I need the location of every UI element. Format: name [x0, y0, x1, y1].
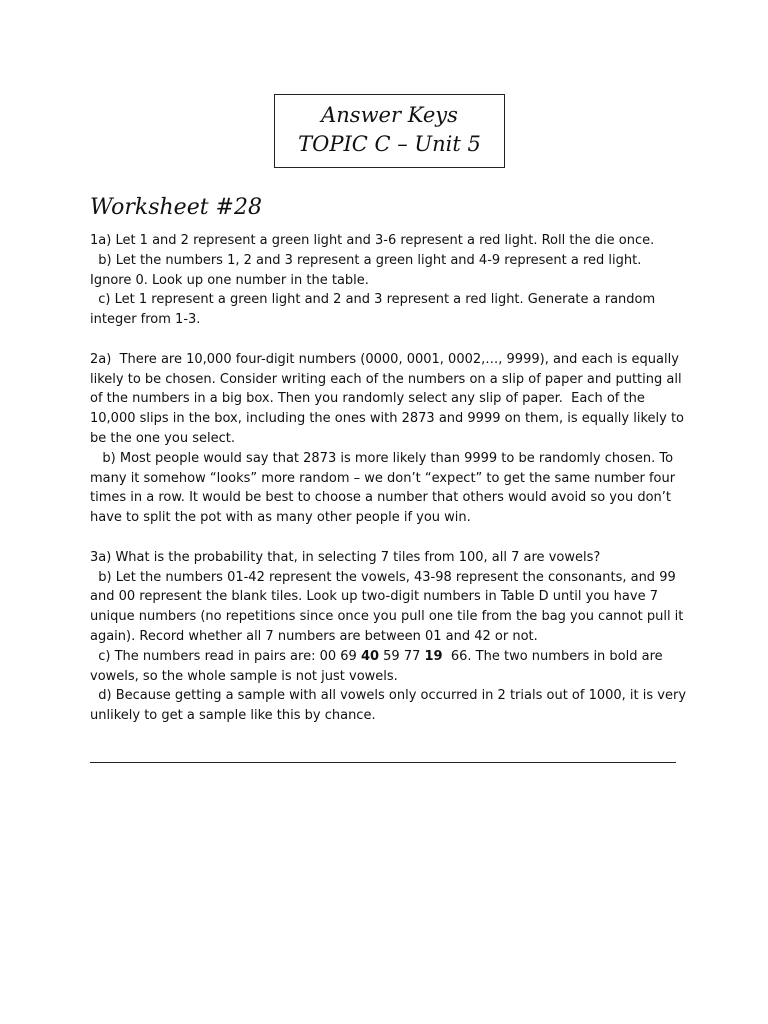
q1-line: 1a) Let 1 and 2 represent a green light and 3-6 represent a red light. Roll the die once.: [90, 233, 655, 248]
question-2: [90, 350, 686, 528]
q1-line: Ignore 0. Look up one number in the table.: [90, 272, 369, 288]
q3-line: again). Record whether all 7 numbers are between 01 and 42 or not.: [90, 628, 538, 644]
question-1: [90, 231, 686, 330]
q3-line-numbers: [90, 647, 686, 667]
q1-line: b) Let the numbers 1, 2 and 3 represent a green light and 4-9 represent a red light.: [90, 252, 642, 268]
q1-line: integer from 1-3.: [90, 312, 201, 328]
worksheet-heading: Worksheet #28: [90, 195, 262, 220]
q2-line: be the one you select.: [90, 430, 235, 446]
answer-body: [90, 231, 686, 726]
q3-line: vowels, so the whole sample is not just vowels.: [90, 668, 398, 684]
q3-line: 3a) What is the probability that, in selecting 7 tiles from 100, all 7 are vowels?: [90, 549, 601, 565]
q3-c-text-end: 66. The two numbers in bold are: [442, 648, 663, 664]
bold-number-19: 19: [424, 648, 443, 664]
q2-line: likely to be chosen. Consider writing each of the numbers on a slip of paper and putting all: [90, 371, 682, 387]
q2-line: of the numbers in a big box. Then you randomly select any slip of paper. Each of the: [90, 391, 645, 407]
q1-line: c) Let 1 represent a green light and 2 and 3 represent a red light. Generate a random: [90, 292, 656, 308]
title-box: [274, 94, 505, 168]
q3-c-text-start: c) The numbers read in pairs are: 00 69: [90, 648, 361, 664]
q3-line: d) Because getting a sample with all vowels only occurred in 2 trials out of 1000, it is very: [90, 688, 687, 704]
q2-line: times in a row. It would be best to choose a number that others would avoid so you don’t: [90, 490, 671, 506]
q3-line: unique numbers (no repetitions since once you pull one tile from the bag you cannot pull it: [90, 609, 684, 625]
q2-line: 2a) There are 10,000 four-digit numbers (0000, 0001, 0002,…, 9999), and each is equally: [90, 351, 679, 367]
title-topic-unit: TOPIC C – Unit 5: [298, 132, 481, 156]
title-answer-keys: Answer Keys: [321, 103, 458, 127]
q2-line: many it somehow “looks” more random – we don’t “expect” to get the same number four: [90, 470, 676, 486]
q3-line: b) Let the numbers 01-42 represent the vowels, 43-98 represent the consonants, and 99: [90, 569, 676, 585]
horizontal-rule: [90, 762, 676, 763]
q3-line: unlikely to get a sample like this by chance.: [90, 708, 376, 724]
bold-number-40: 40: [360, 648, 380, 664]
q3-line: and 00 represent the blank tiles. Look up two-digit numbers in Table D until you have 7: [90, 589, 658, 605]
q2-line: b) Most people would say that 2873 is more likely than 9999 to be randomly chosen. To: [90, 450, 674, 466]
question-3: [90, 548, 686, 726]
q2-line: 10,000 slips in the box, including the ones with 2873 and 9999 on them, is equally likely to: [90, 411, 685, 427]
q2-line: have to split the pot with as many other people if you win.: [90, 510, 471, 526]
spacer: [90, 528, 686, 548]
q3-c-text-mid: 59 77: [379, 648, 425, 664]
spacer: [90, 330, 686, 350]
